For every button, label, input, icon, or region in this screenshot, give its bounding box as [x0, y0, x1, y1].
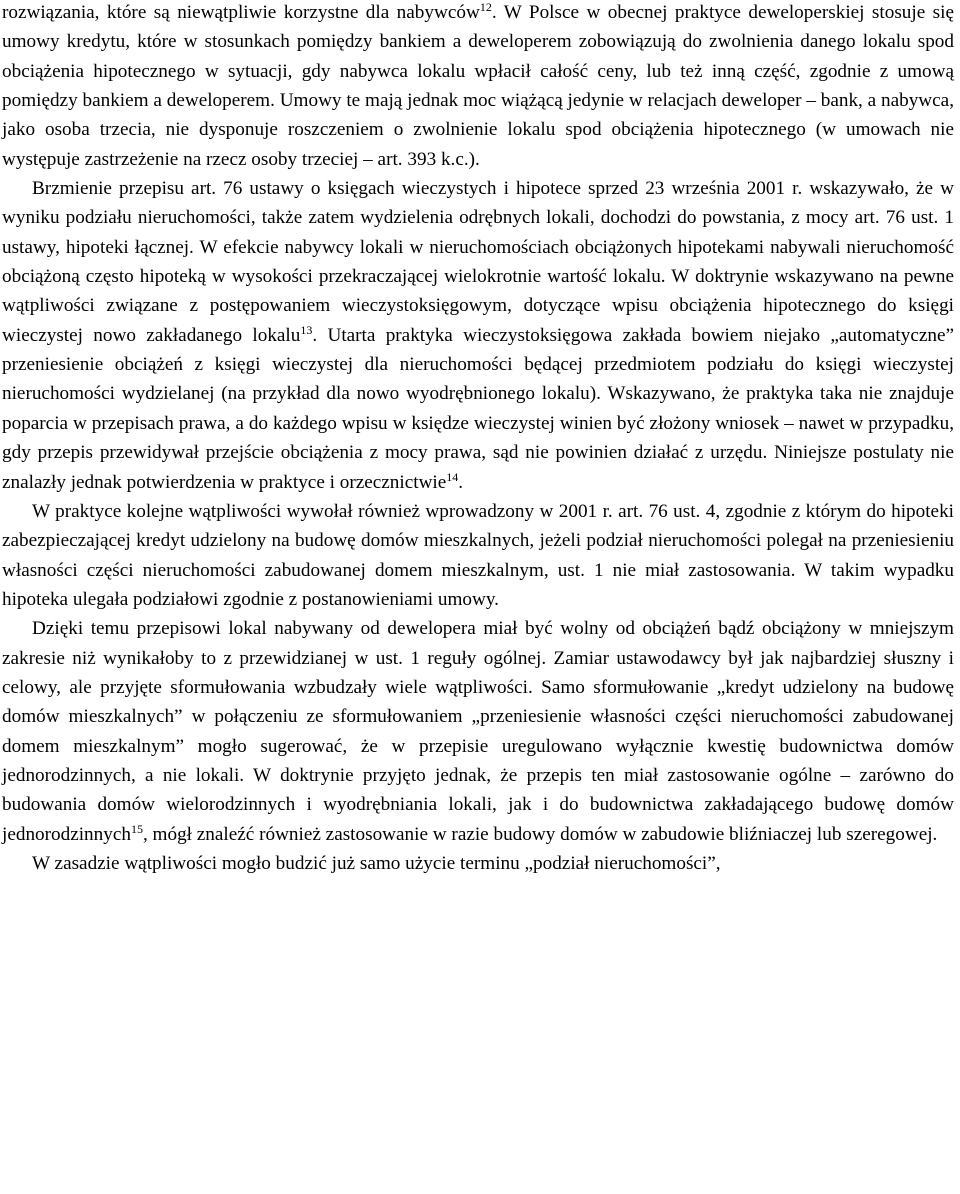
- paragraph-3: [2, 497, 954, 614]
- text-run: rozwiązania, które są niewątpliwie korzystne dla nabywców: [2, 2, 480, 23]
- text-run: . Utarta praktyka wieczystoksięgowa zakłada bowiem niejako „automatyczne” przeniesienie obciążeń z księgi wieczystej dla nieruchomości będącej przedmiotem podziału do księgi wieczystej nieruchomości wydzielanej (na przykład dla nowo wyodrębnionego lokalu). Wskazywano, że praktyka taka nie znajduje poparcia w przepisach prawa, a do każdego wpisu w księdze wieczystej winien być złożony wniosek – nawet w przypadku, gdy przepis przewidywał przejście obciążenia z mocy prawa, sąd nie powinien działać z urzędu. Niniejsze postulaty nie znalazły jednak potwierdzenia w praktyce i orzecznictwie: [2, 324, 954, 493]
- footnote-ref-13: 13: [300, 322, 313, 337]
- footnote-ref-14: 14: [446, 469, 459, 484]
- document-page: [2, 0, 954, 878]
- paragraph-2: [2, 174, 954, 497]
- footnote-ref-12: 12: [479, 0, 492, 14]
- text-run: W praktyce kolejne wątpliwości wywołał również wprowadzony w 2001 r. art. 76 ust. 4, zgodnie z którym do hipoteki zabezpieczającej kredyt udzielony na budowę domów mieszkalnych, jeżeli podział nieruchomości polegał na przeniesieniu własności części nieruchomości zabudowanej domem mieszkalnym, ust. 1 nie miał zastosowania. W takim wypadku hipoteka ulegała podziałowi zgodnie z postanowieniami umowy.: [2, 500, 954, 610]
- text-run: W zasadzie wątpliwości mogło budzić już samo użycie terminu „podział nieruchomości”,: [32, 852, 721, 874]
- text-run: Brzmienie przepisu art. 76 ustawy o księgach wieczystych i hipotece sprzed 23 września 2001 r. wskazywało, że w wyniku podziału nieruchomości, także zatem wydzielenia odrębnych lokali, dochodzi do powstania, z mocy art. 76 ust. 1 ustawy, hipoteki łącznej. W efekcie nabywcy lokali w nieruchomościach obciążonych hipotekami nabywali nieruchomość obciążoną często hipoteką w wysokości przekraczającej wielokrotnie wartość lokalu. W doktrynie wskazywano na pewne wątpliwości związane z postępowaniem wieczystoksięgowym, dotyczące wpisu obciążenia hipotecznego do księgi wieczystej nowo zakładanego lokalu: [2, 178, 954, 346]
- text-run: Dzięki temu przepisowi lokal nabywany od dewelopera miał być wolny od obciążeń bądź obciążony w mniejszym zakresie niż wynikałoby to z przewidzianej w ust. 1 reguły ogólnej. Zamiar ustawodawcy był jak najbardziej słuszny i celowy, ale przyjęte sformułowania wzbudzały wiele wątpliwości. Samo sformułowanie „kredyt udzielony na budowę domów mieszkalnych” w połączeniu ze sformułowaniem „przeniesienie własności części nieruchomości zabudowanej domem mieszkalnym” mogło sugerować, że w przepisie uregulowano wyłącznie kwestię budownictwa domów jednorodzinnych, a nie lokali. W doktrynie przyjęto jednak, że przepis ten miał zastosowanie ogólne – zarówno do budowania domów wielorodzinnych i wyodrębniania lokali, jak i do budownictwa zakładającego budowę domów jednorodzinnych: [2, 618, 954, 845]
- text-run: .: [458, 471, 464, 493]
- text-run: . W Polsce w obecnej praktyce deweloperskiej stosuje się umowy kredytu, które w stosunkach pomiędzy bankiem a deweloperem zobowiązują do zwolnienia danego lokalu spod obciążenia hipotecznego w sytuacji, gdy nabywca lokalu wpłacił całość ceny, lub też inną część, zgodnie z umową pomiędzy bankiem a deweloperem. Umowy te mają jednak moc wiążącą jedynie w relacjach deweloper – bank, a nabywca, jako osoba trzecia, nie dysponuje roszczeniem o zwolnienie lokalu spod obciążenia hipotecznego (w umowach nie występuje zastrzeżenie na rzecz osoby trzeciej – art. 393 k.c.).: [2, 2, 954, 170]
- paragraph-1: [2, 0, 954, 174]
- text-run: , mógł znaleźć również zastosowanie w razie budowy domów w zabudowie bliźniaczej lub szeregowej.: [142, 823, 938, 845]
- footnote-ref-15: 15: [130, 821, 143, 836]
- paragraph-4: [2, 614, 954, 849]
- paragraph-5: [2, 849, 954, 878]
